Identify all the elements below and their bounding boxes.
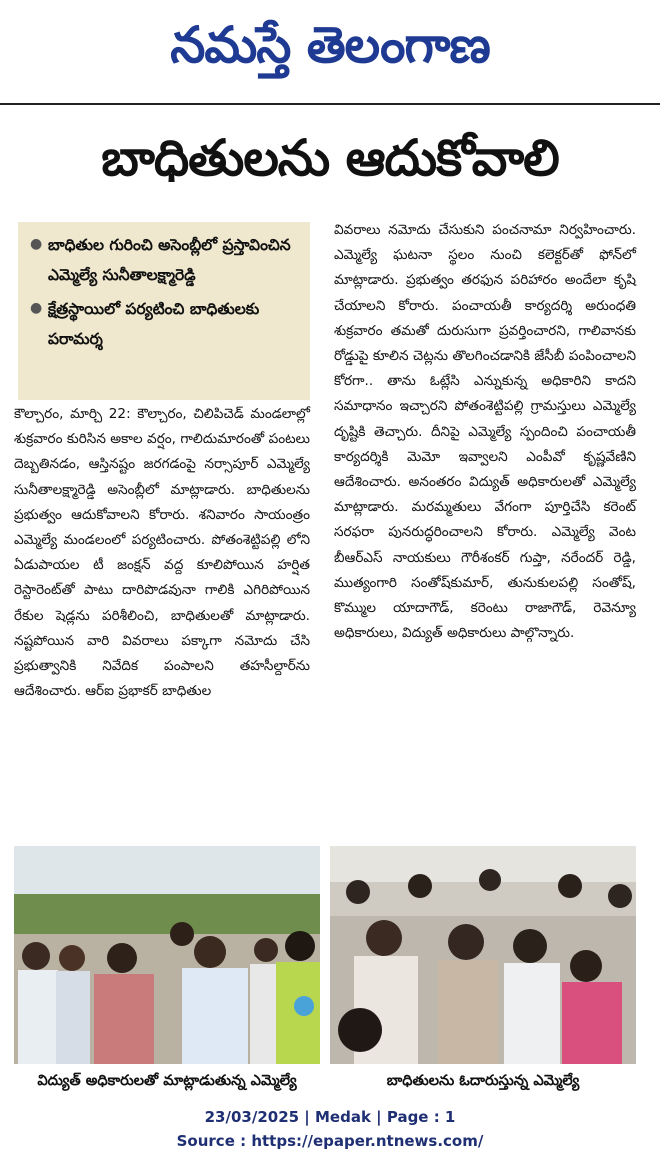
- photo-mla-consoling-victims: [330, 846, 636, 1064]
- highlights-box: [18, 222, 310, 400]
- article-body-right-column: వివరాలు నమోదు చేసుకుని పంచనామా నిర్వహించారు. ఎమ్మెల్యే ఘటనా స్థలం నుంచి కలెక్టర్‌తో ఫోన్‌లో మాట్లాడారు. ప్రభుత్వం తరఫున పరిహారం అందేలా కృషి చేయాలని కోరారు. పంచాయతీ కార్యదర్శి అరుంధతి శుక్రవారం తమతో దురుసుగా ప్రవర్తించారని, గాలివానకు రోడ్డుపై కూలిన చెట్లను తొలగించడానికి జేసీబీ పంపించాలని కోరగా.. తాను ఓట్లేసి ఎన్నుకున్న అధికారిని కాదని సమాధానం ఇచ్చారని పోతంశెట్టిపల్లి గ్రామస్తులు ఎమ్మెల్యే దృష్టికి తెచ్చారు. దీనిపై ఎమ్మెల్యే స్పందించి పంచాయతీ కార్యదర్శికి మెమో ఇవ్వాలని ఎంపీవో కృష్ణవేణిని ఆదేశించారు. అనంతరం విద్యుత్ అధికారులతో ఎమ్మెల్యే మాట్లాడారు. మరమ్మతులు వేగంగా పూర్తిచేసి కరెంట్ సరఫరా పునరుద్ధరించాలని కోరారు. ఎమ్మెల్యే వెంట బీఆర్‌ఎస్ నాయకులు గౌరీశంకర్ గుప్తా, నరేందర్ రెడ్డి, ముత్యంగారి సంతోష్‌కుమార్, తునుకులపల్లి సంతోష్, కొమ్ముల యాదాగౌడ్, కరెంటు రాజాగౌడ్, రెవెన్యూ అధికారులు, విద్యుత్ అధికారులు పాల్గొన్నారు.: [334, 222, 636, 642]
- highlight-text: క్షేత్రస్థాయిలో పర్యటించి బాధితులకు పరామర్శ: [48, 300, 260, 348]
- photo-caption: విద్యుత్ అధికారులతో మాట్లాడుతున్న ఎమ్మెల్యే: [37, 1073, 297, 1089]
- article-headline: బాధితులను ఆదుకోవాలి: [101, 129, 559, 187]
- highlight-item: [30, 294, 300, 354]
- masthead-divider: [0, 103, 660, 105]
- article-body-left-column: కౌల్చారం, మార్చి 22: కౌల్చారం, చిలిపిచెడ్ మండలాల్లో శుక్రవారం కురిసిన అకాల వర్షం, గాలిదుమారంతో పంటలు దెబ్బతినడం, ఆస్తినష్టం జరగడంపై నర్సాపూర్ ఎమ్మెల్యే సునీతాలక్ష్మారెడ్డి అసెంబ్లీలో మాట్లాడారు. బాధితులను ప్రభుత్వం ఆదుకోవాలని కోరారు. శనివారం సాయంత్రం ఎమ్మెల్యే మండలంలో పర్యటించారు. పోతంశెట్టిపల్లి లోని ఏడుపాయల టీ జంక్షన్ వద్ద కూలిపోయిన హర్షిత రెస్టారెంట్‌తో పాటు దారిపొడవునా గాలికి ఎగిరిపోయిన రేకుల షెడ్లను పరిశీలించి, బాధితులతో మాట్లాడారు. నష్టపోయిన వారి వివరాలు పక్కాగా నమోదు చేసి ప్రభుత్వానికి నివేదిక పంపాలని తహసీల్దార్‌ను ఆదేశించారు. ఆర్‌ఐ ప్రభాకర్ బాధితుల: [14, 406, 310, 700]
- highlight-item: [30, 230, 300, 290]
- bullet-icon: ●: [30, 300, 43, 316]
- highlight-text: బాధితుల గురించి అసెంబ్లీలో ప్రస్తావించిన ఎమ్మెల్యే సునీతాలక్ష్మారెడ్డి: [48, 236, 291, 284]
- photo-mla-with-electricity-officials: [14, 846, 320, 1064]
- footer-dateline: 23/03/2025 | Medak | Page : 1: [204, 1108, 456, 1126]
- bullet-icon: ●: [30, 236, 43, 252]
- photo-caption: బాధితులను ఓదారుస్తున్న ఎమ్మెల్యే: [386, 1073, 580, 1089]
- newspaper-masthead: నమస్తే తెలంగాణ: [170, 16, 490, 74]
- footer-source: Source : https://epaper.ntnews.com/: [176, 1132, 484, 1150]
